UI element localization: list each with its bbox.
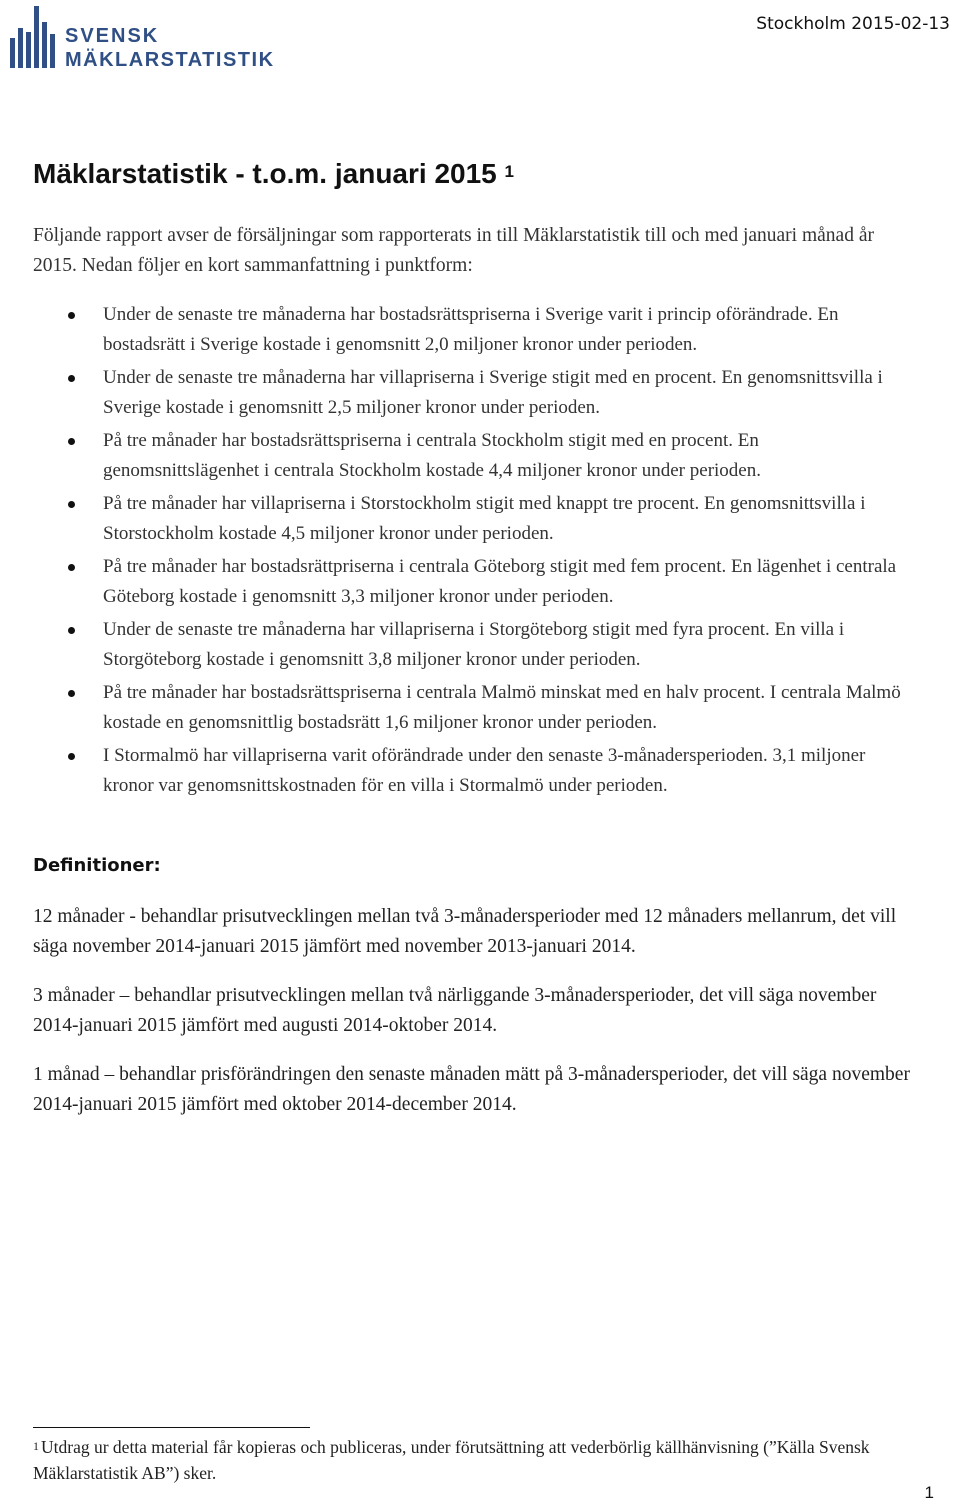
bullet-icon [68, 690, 75, 697]
list-item-text: På tre månader har bostadsrättspriserna i centrala Stockholm stigit med en procent. En genomsnittslägenhet i centrala Stockholm kostade 4,4 miljoner kronor under perioden. [103, 430, 761, 481]
list-item-text: Under de senaste tre månaderna har villapriserna i Storgöteborg stigit med fyra procent. En villa i Storgöteborg kostade i genomsnitt 3,8 miljoner kronor under perioden. [103, 619, 845, 670]
bullet-icon [68, 438, 75, 445]
logo-text-top: SVENSK [65, 25, 160, 47]
bullet-icon [68, 312, 75, 319]
definitions-heading: Definitioner: [33, 855, 161, 876]
definition-3-months: 3 månader – behandlar prisutvecklingen mellan två närliggande 3-månadersperioder, det vill säga november 2014-januari 2015 jämfört med augusti 2014-oktober 2014. [33, 985, 877, 1036]
company-logo [8, 6, 288, 72]
list-item [33, 678, 903, 738]
list-item-text: På tre månader har bostadsrättpriserna i centrala Göteborg stigit med fem procent. En lägenhet i centrala Göteborg kostade i genomsnitt 3,3 miljoner kronor under perioden. [103, 556, 897, 607]
title-footnote-ref: 1 [504, 162, 514, 181]
bullet-icon [68, 375, 75, 382]
footnote-text: Utdrag ur detta material får kopieras och publiceras, under förutsättning att vederbörlig källhänvisning (”Källa Svensk Mäklarstatistik AB”) sker. [33, 1437, 870, 1483]
list-item [33, 489, 903, 549]
bullet-icon [68, 753, 75, 760]
intro-paragraph: Följande rapport avser de försäljningar som rapporterats in till Mäklarstatistik till och med januari månad år 2015. Nedan följer en kort sammanfattning i punktform: [33, 225, 874, 276]
definition-12-months: 12 månader - behandlar prisutvecklingen mellan två 3-månadersperioder med 12 månaders mellanrum, det vill säga november 2014-januari 2015 jämfört med november 2013-januari 2014. [33, 906, 897, 957]
footnote-marker: 1 [33, 1439, 39, 1453]
footnote-divider [33, 1427, 310, 1428]
list-item [33, 300, 903, 360]
summary-list [33, 300, 903, 804]
list-item-text: I Stormalmö har villapriserna varit oförändrade under den senaste 3-månadersperioden. 3,1 miljoner kronor var genomsnittskostnaden för en villa i Stormalmö under perioden. [103, 745, 866, 796]
bullet-icon [68, 501, 75, 508]
bullet-icon [68, 564, 75, 571]
list-item [33, 552, 903, 612]
title-text: Mäklarstatistik - t.o.m. januari 2015 [33, 158, 497, 189]
definition-1-month: 1 månad – behandlar prisförändringen den senaste månaden mätt på 3-månadersperioder, det vill säga november 2014-januari 2015 jämfört med oktober 2014-december 2014. [33, 1064, 910, 1115]
footnote [33, 1435, 913, 1485]
report-date: Stockholm 2015-02-13 [756, 14, 950, 34]
list-item-text: På tre månader har bostadsrättspriserna i centrala Malmö minskat med en halv procent. I centrala Malmö kostade en genomsnittlig bostadsrätt 1,6 miljoner kronor under perioden. [103, 682, 901, 733]
list-item-text: På tre månader har villapriserna i Storstockholm stigit med knappt tre procent. En genomsnittsvilla i Storstockholm kostade 4,5 miljoner kronor under perioden. [103, 493, 866, 544]
list-item-text: Under de senaste tre månaderna har villapriserna i Sverige stigit med en procent. En genomsnittsvilla i Sverige kostade i genomsnitt 2,5 miljoner kronor under perioden. [103, 367, 883, 418]
list-item [33, 615, 903, 675]
logo-bars-icon [10, 6, 55, 68]
list-item [33, 426, 903, 486]
bullet-icon [68, 627, 75, 634]
logo-text-bottom: MÄKLARSTATISTIK [65, 49, 275, 71]
list-item-text: Under de senaste tre månaderna har bostadsrättspriserna i Sverige varit i princip oförändrade. En bostadsrätt i Sverige kostade i genomsnitt 2,0 miljoner kronor under perioden. [103, 304, 839, 355]
logo-graphic [8, 6, 288, 72]
list-item [33, 741, 903, 801]
list-item [33, 363, 903, 423]
page-number: 1 [924, 1483, 934, 1502]
page-title [33, 158, 514, 190]
